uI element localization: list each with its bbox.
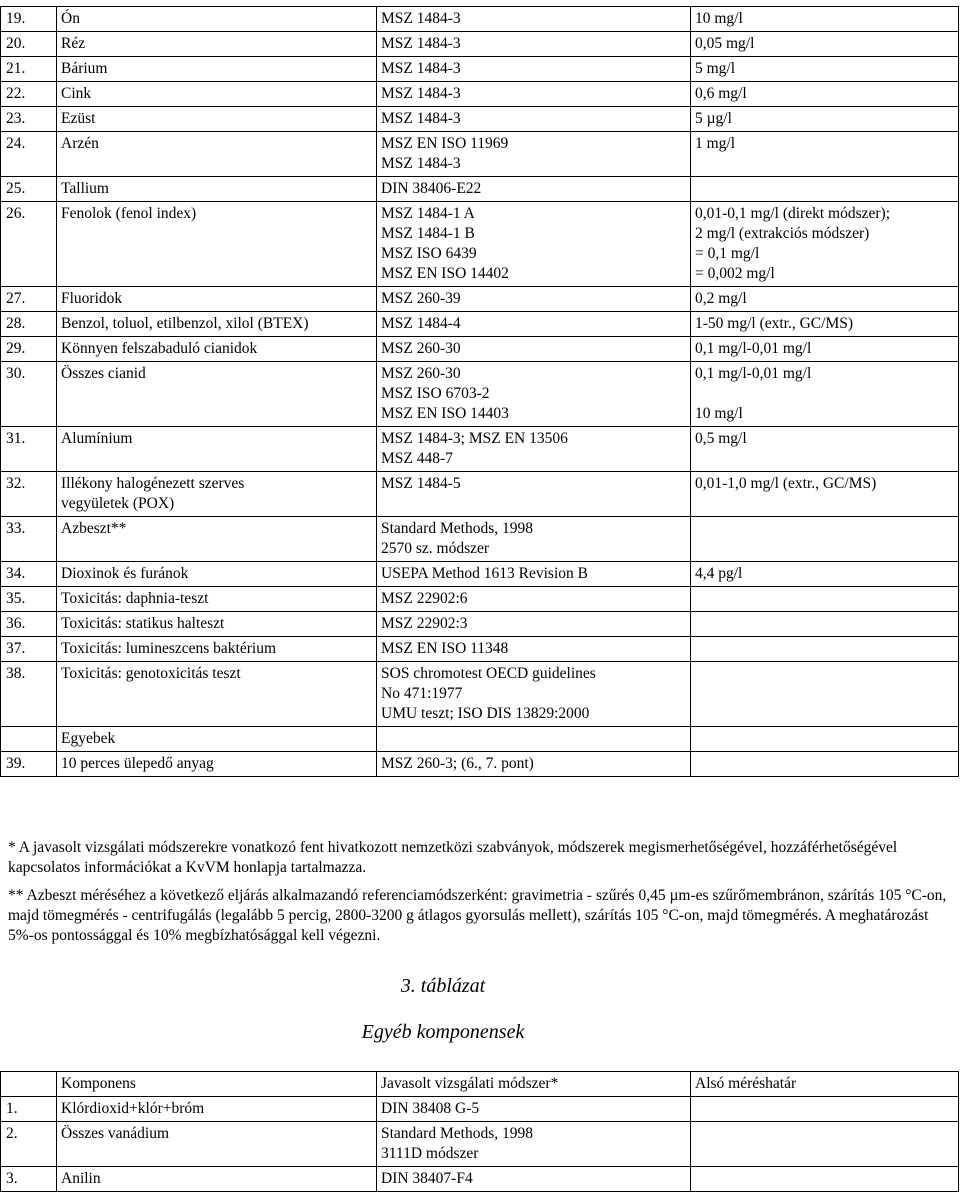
limit-line <box>695 664 954 684</box>
limit-value-cell <box>691 362 959 427</box>
test-method-cell <box>377 587 691 612</box>
limit-line <box>695 384 954 404</box>
limit-line: 0,1 mg/l-0,01 mg/l <box>695 365 812 382</box>
test-method-cell <box>377 1167 691 1192</box>
method-line: MSZ EN ISO 11348 <box>381 640 509 657</box>
limit-line <box>695 519 954 539</box>
table-row <box>1 82 959 107</box>
limit-line <box>695 614 954 634</box>
row-number: 34. <box>1 562 57 587</box>
component-name-cell <box>57 7 377 32</box>
method-line: SOS chromotest OECD guidelines <box>381 665 596 682</box>
row-number: 36. <box>1 612 57 637</box>
component-name-cell <box>57 177 377 202</box>
name-line: Ón <box>61 10 80 27</box>
method-line: No 471:1977 <box>381 685 463 702</box>
row-number: 38. <box>1 662 57 727</box>
method-line: MSZ 260-39 <box>381 290 461 307</box>
name-line: Alumínium <box>61 430 133 447</box>
limit-line: = 0,002 mg/l <box>695 265 775 282</box>
name-line: Fluoridok <box>61 290 123 307</box>
row-number: 22. <box>1 82 57 107</box>
name-line: vegyületek (POX) <box>61 495 175 512</box>
name-line: Cink <box>61 85 92 102</box>
method-line: MSZ 1484-1 B <box>381 225 475 242</box>
limit-line: 0,1 mg/l-0,01 mg/l <box>695 340 812 357</box>
method-line: MSZ 22902:6 <box>381 590 468 607</box>
component-name-cell <box>57 32 377 57</box>
method-line: MSZ 22902:3 <box>381 615 468 632</box>
test-method-cell <box>377 612 691 637</box>
name-line: Összes vanádium <box>61 1125 170 1142</box>
limit-value-cell <box>691 562 959 587</box>
table-3-title: 3. táblázat <box>400 975 486 997</box>
component-name-cell <box>57 1097 377 1122</box>
limit-line: 5 mg/l <box>695 60 736 77</box>
header-method: Javasolt vizsgálati módszer* <box>377 1072 691 1097</box>
limit-value-cell <box>691 132 959 177</box>
limit-value-cell <box>691 202 959 287</box>
table-row <box>1 132 959 177</box>
component-name-cell <box>57 612 377 637</box>
method-line: Standard Methods, 1998 <box>381 1125 533 1142</box>
limit-value-cell <box>691 1167 959 1192</box>
row-number: 21. <box>1 57 57 82</box>
limit-line: 0,5 mg/l <box>695 430 747 447</box>
component-name-cell <box>57 337 377 362</box>
method-line: MSZ 1484-3 <box>381 10 461 27</box>
row-number: 1. <box>1 1097 57 1122</box>
table-row <box>1 287 959 312</box>
test-method-cell <box>377 132 691 177</box>
limit-value-cell <box>691 752 959 777</box>
table-row <box>1 637 959 662</box>
limit-line <box>695 589 954 609</box>
limit-value-cell <box>691 7 959 32</box>
method-line: MSZ ISO 6703-2 <box>381 385 490 402</box>
method-line <box>381 729 686 749</box>
table-row <box>1 312 959 337</box>
method-line: MSZ 1484-3 <box>381 85 461 102</box>
name-line: Dioxinok és furánok <box>61 565 189 582</box>
component-name-cell <box>57 1167 377 1192</box>
method-line: MSZ 1484-5 <box>381 475 461 492</box>
table-row <box>1 562 959 587</box>
limit-value-cell <box>691 337 959 362</box>
test-method-cell <box>377 337 691 362</box>
method-line: 2570 sz. módszer <box>381 540 490 557</box>
other-components-table-header <box>1 1072 959 1097</box>
limit-line: 10 mg/l <box>695 10 743 27</box>
component-name-cell <box>57 1122 377 1167</box>
limit-value-cell <box>691 287 959 312</box>
method-line: MSZ EN ISO 11969 <box>381 135 509 152</box>
test-method-cell <box>377 517 691 562</box>
limit-value-cell <box>691 727 959 752</box>
limit-line: 10 mg/l <box>695 405 743 422</box>
limit-line: 0,05 mg/l <box>695 35 755 52</box>
name-line: Egyebek <box>61 730 116 747</box>
test-method-cell <box>377 7 691 32</box>
table-row <box>1 202 959 287</box>
component-name-cell <box>57 517 377 562</box>
limit-value-cell <box>691 472 959 517</box>
limit-line <box>695 1124 954 1144</box>
test-method-cell <box>377 312 691 337</box>
test-method-cell <box>377 177 691 202</box>
table-row <box>1 472 959 517</box>
limit-line: 4,4 pg/l <box>695 565 743 582</box>
name-line: Réz <box>61 35 86 52</box>
limit-line <box>695 729 954 749</box>
limit-line <box>695 639 954 659</box>
row-number: 25. <box>1 177 57 202</box>
limit-value-cell <box>691 517 959 562</box>
test-method-cell <box>377 287 691 312</box>
table-row <box>1 107 959 132</box>
test-method-cell <box>377 1122 691 1167</box>
component-name-cell <box>57 587 377 612</box>
component-name-cell <box>57 362 377 427</box>
method-line: MSZ EN ISO 14403 <box>381 405 509 422</box>
limit-line: = 0,1 mg/l <box>695 245 760 262</box>
method-line: MSZ 1484-3 <box>381 35 461 52</box>
row-number: 24. <box>1 132 57 177</box>
method-line: MSZ ISO 6439 <box>381 245 477 262</box>
name-line: Könnyen felszabaduló cianidok <box>61 340 258 357</box>
test-method-cell <box>377 82 691 107</box>
component-name-cell <box>57 727 377 752</box>
test-method-cell <box>377 107 691 132</box>
limit-line <box>695 754 954 774</box>
row-number: 39. <box>1 752 57 777</box>
row-number: 3. <box>1 1167 57 1192</box>
test-method-cell <box>377 362 691 427</box>
test-method-cell <box>377 472 691 517</box>
table-row <box>1 427 959 472</box>
limit-line <box>695 1099 954 1119</box>
limit-value-cell <box>691 312 959 337</box>
name-line: Toxicitás: statikus halteszt <box>61 615 225 632</box>
method-line: MSZ 260-3; (6., 7. pont) <box>381 755 534 772</box>
row-number: 23. <box>1 107 57 132</box>
name-line: Anilin <box>61 1170 101 1187</box>
component-name-cell <box>57 312 377 337</box>
test-method-cell <box>377 727 691 752</box>
test-method-cell <box>377 57 691 82</box>
table-row <box>1 177 959 202</box>
component-name-cell <box>57 637 377 662</box>
method-line: USEPA Method 1613 Revision B <box>381 565 588 582</box>
row-number: 27. <box>1 287 57 312</box>
row-number: 37. <box>1 637 57 662</box>
method-line: MSZ 260-30 <box>381 340 461 357</box>
name-line: Bárium <box>61 60 108 77</box>
row-number: 33. <box>1 517 57 562</box>
component-name-cell <box>57 287 377 312</box>
method-line: MSZ 1484-3 <box>381 155 461 172</box>
limit-line: 0,01-0,1 mg/l (direkt módszer); <box>695 205 890 222</box>
method-line: MSZ 1484-3 <box>381 110 461 127</box>
row-number: 26. <box>1 202 57 287</box>
header-number <box>1 1072 57 1097</box>
other-components-table <box>0 1071 959 1192</box>
name-line: Klórdioxid+klór+bróm <box>61 1100 205 1117</box>
component-name-cell <box>57 752 377 777</box>
table-row <box>1 337 959 362</box>
table-row <box>1 1097 959 1122</box>
component-name-cell <box>57 562 377 587</box>
limit-line: 2 mg/l (extrakciós módszer) <box>695 225 870 242</box>
row-number: 30. <box>1 362 57 427</box>
test-method-cell <box>377 752 691 777</box>
name-line: Tallium <box>61 180 109 197</box>
header-component: Komponens <box>57 1072 377 1097</box>
name-line: Toxicitás: lumineszcens baktérium <box>61 640 276 657</box>
method-line: MSZ 1484-3 <box>381 60 461 77</box>
table-row <box>1 57 959 82</box>
water-parameters-table-body <box>1 7 959 777</box>
limit-value-cell <box>691 662 959 727</box>
table-row <box>1 662 959 727</box>
method-line: MSZ 1484-1 A <box>381 205 475 222</box>
method-line: MSZ 448-7 <box>381 450 453 467</box>
limit-value-cell <box>691 1122 959 1167</box>
test-method-cell <box>377 202 691 287</box>
table-row <box>1 752 959 777</box>
component-name-cell <box>57 107 377 132</box>
limit-value-cell <box>691 587 959 612</box>
name-line: Illékony halogénezett szerves <box>61 475 245 492</box>
table-row <box>1 32 959 57</box>
row-number: 31. <box>1 427 57 472</box>
row-number: 35. <box>1 587 57 612</box>
component-name-cell <box>57 427 377 472</box>
test-method-cell <box>377 662 691 727</box>
name-line: Összes cianid <box>61 365 146 382</box>
method-line: MSZ 1484-3; MSZ EN 13506 <box>381 430 568 447</box>
method-line: 3111D módszer <box>381 1145 479 1162</box>
limit-value-cell <box>691 612 959 637</box>
component-name-cell <box>57 57 377 82</box>
name-line: Toxicitás: daphnia-teszt <box>61 590 209 607</box>
limit-line <box>695 1169 954 1189</box>
limit-value-cell <box>691 82 959 107</box>
method-line: DIN 38406-E22 <box>381 180 482 197</box>
footnote-methods: * A javasolt vizsgálati módszerekre vonatkozó fent hivatkozott nemzetközi szabványok, módszerek megismerhetőségével, hozzáférhetőségével kapcsolatos információkat a KvVM honlapja tartalmazza. <box>8 839 898 876</box>
table-row <box>1 517 959 562</box>
component-name-cell <box>57 472 377 517</box>
name-line: 10 perces ülepedő anyag <box>61 755 214 772</box>
test-method-cell <box>377 427 691 472</box>
method-line: DIN 38408 G-5 <box>381 1100 480 1117</box>
table-row <box>1 727 959 752</box>
row-number <box>1 727 57 752</box>
method-line: Standard Methods, 1998 <box>381 520 533 537</box>
row-number: 28. <box>1 312 57 337</box>
test-method-cell <box>377 562 691 587</box>
header-lower-limit: Alsó méréshatár <box>691 1072 959 1097</box>
name-line: Ezüst <box>61 110 96 127</box>
method-line: MSZ 1484-4 <box>381 315 461 332</box>
limit-value-cell <box>691 637 959 662</box>
component-name-cell <box>57 82 377 107</box>
table-row <box>1 1122 959 1167</box>
method-line: UMU teszt; ISO DIS 13829:2000 <box>381 705 590 722</box>
name-line: Arzén <box>61 135 99 152</box>
row-number: 19. <box>1 7 57 32</box>
table-row <box>1 1167 959 1192</box>
water-parameters-table <box>0 6 959 777</box>
limit-value-cell <box>691 177 959 202</box>
table-row <box>1 612 959 637</box>
method-line: MSZ 260-30 <box>381 365 461 382</box>
limit-line: 1 mg/l <box>695 135 736 152</box>
table-row <box>1 362 959 427</box>
row-number: 29. <box>1 337 57 362</box>
limit-value-cell <box>691 1097 959 1122</box>
limit-value-cell <box>691 107 959 132</box>
name-line: Azbeszt** <box>61 520 127 537</box>
name-line: Fenolok (fenol index) <box>61 205 197 222</box>
limit-value-cell <box>691 57 959 82</box>
table-row <box>1 587 959 612</box>
test-method-cell <box>377 1097 691 1122</box>
row-number: 2. <box>1 1122 57 1167</box>
limit-line: 0,01-1,0 mg/l (extr., GC/MS) <box>695 475 877 492</box>
limit-value-cell <box>691 32 959 57</box>
method-line: DIN 38407-F4 <box>381 1170 473 1187</box>
limit-line: 1-50 mg/l (extr., GC/MS) <box>695 315 854 332</box>
limit-line: 0,2 mg/l <box>695 290 747 307</box>
limit-line: 0,6 mg/l <box>695 85 747 102</box>
table-header-row <box>1 1072 959 1097</box>
table-row <box>1 7 959 32</box>
footnote-asbestos: ** Azbeszt méréséhez a következő eljárás alkalmazandó referenciamódszerként: gravimetria - szűrés 0,45 µm-es szűrőmembránon, szárítás 105 °C-on, majd tömegmérés - centrifugálás (legalább 5 percig, 2800-3200 g átlagos gyorsulás mellett), szárítás 105 °C-on, majd tömegmérés. A meghatározást 5%-os pontossággal és 10% megbízhatósággal kell végezni. <box>8 887 947 944</box>
table-3-subtitle: Egyéb komponensek <box>361 1021 525 1043</box>
row-number: 20. <box>1 32 57 57</box>
name-line: Benzol, toluol, etilbenzol, xilol (BTEX) <box>61 315 309 332</box>
limit-line: 5 µg/l <box>695 110 732 127</box>
component-name-cell <box>57 202 377 287</box>
test-method-cell <box>377 32 691 57</box>
row-number: 32. <box>1 472 57 517</box>
limit-line <box>695 179 954 199</box>
limit-value-cell <box>691 427 959 472</box>
component-name-cell <box>57 662 377 727</box>
name-line: Toxicitás: genotoxicitás teszt <box>61 665 241 682</box>
method-line: MSZ EN ISO 14402 <box>381 265 509 282</box>
component-name-cell <box>57 132 377 177</box>
other-components-table-body <box>1 1097 959 1192</box>
test-method-cell <box>377 637 691 662</box>
